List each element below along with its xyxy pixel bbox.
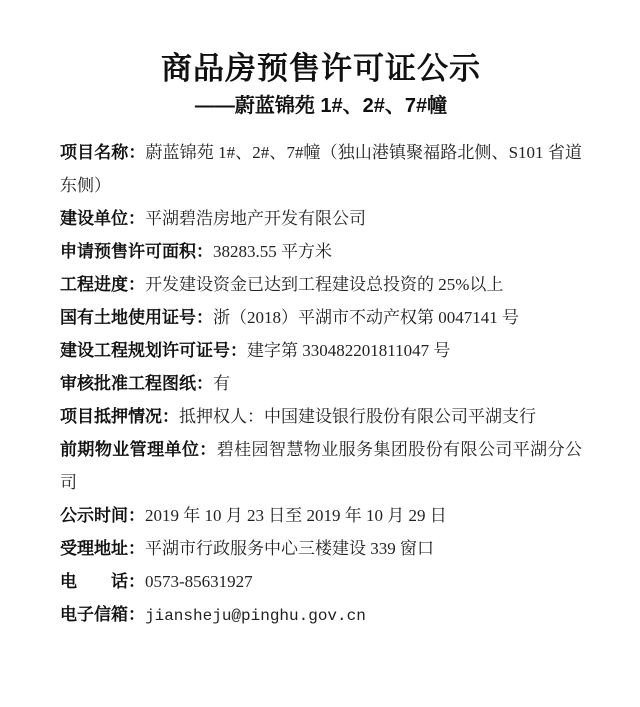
field-label-approved-drawings: 审核批准工程图纸：	[60, 374, 213, 393]
field-label-property-management: 前期物业管理单位：	[60, 440, 217, 459]
field-row-announcement-period	[60, 499, 582, 532]
field-row-mortgage-status	[60, 400, 582, 433]
field-value-presale-area: 38283.55 平方米	[213, 242, 332, 261]
field-value-project-progress: 开发建设资金已达到工程建设总投资的 25%以上	[145, 275, 504, 294]
field-row-telephone	[60, 565, 582, 598]
field-row-approved-drawings	[60, 367, 582, 400]
field-label-acceptance-address: 受理地址：	[60, 539, 145, 558]
field-row-planning-permit	[60, 334, 582, 367]
field-label-construction-unit: 建设单位：	[60, 209, 145, 228]
page-title: 商品房预售许可证公示	[161, 51, 481, 86]
field-value-construction-unit: 平湖碧浩房地产开发有限公司	[145, 209, 366, 228]
field-row-project-name	[60, 136, 582, 202]
field-label-mortgage-status: 项目抵押情况：	[60, 407, 179, 426]
field-value-planning-permit: 建字第 330482201811047 号	[247, 341, 451, 360]
field-value-email: jiansheju@pinghu.gov.cn	[145, 607, 366, 625]
field-label-announcement-period: 公示时间：	[60, 506, 145, 525]
page-subtitle: ——蔚蓝锦苑 1#、2#、7#幢	[194, 95, 448, 117]
field-row-acceptance-address	[60, 532, 582, 565]
field-row-land-use-cert	[60, 301, 582, 334]
announcement-document	[60, 0, 582, 633]
field-value-announcement-period: 2019 年 10 月 23 日至 2019 年 10 月 29 日	[145, 506, 447, 525]
field-row-project-progress	[60, 268, 582, 301]
field-label-email: 电子信箱：	[60, 605, 145, 624]
field-label-planning-permit: 建设工程规划许可证号：	[60, 341, 247, 360]
field-row-presale-area	[60, 235, 582, 268]
field-list	[60, 136, 582, 633]
field-label-presale-area: 申请预售许可面积：	[60, 242, 213, 261]
field-row-property-management	[60, 433, 582, 499]
field-value-approved-drawings: 有	[213, 374, 230, 393]
field-row-construction-unit	[60, 202, 582, 235]
field-row-email	[60, 598, 582, 633]
field-label-project-progress: 工程进度：	[60, 275, 145, 294]
field-value-mortgage-status: 抵押权人：中国建设银行股份有限公司平湖支行	[179, 407, 536, 426]
field-label-land-use-cert: 国有土地使用证号：	[60, 308, 213, 327]
field-label-telephone: 电 话：	[60, 572, 145, 591]
field-value-acceptance-address: 平湖市行政服务中心三楼建设 339 窗口	[145, 539, 434, 558]
field-value-project-name: 蔚蓝锦苑 1#、2#、7#幢（独山港镇聚福路北侧、S101 省道东侧）	[60, 143, 582, 195]
field-value-property-management: 碧桂园智慧物业服务集团股份有限公司平湖分公司	[60, 440, 583, 492]
field-label-project-name: 项目名称：	[60, 143, 146, 162]
field-value-land-use-cert: 浙（2018）平湖市不动产权第 0047141 号	[213, 308, 519, 327]
field-value-telephone: 0573-85631927	[145, 572, 253, 591]
